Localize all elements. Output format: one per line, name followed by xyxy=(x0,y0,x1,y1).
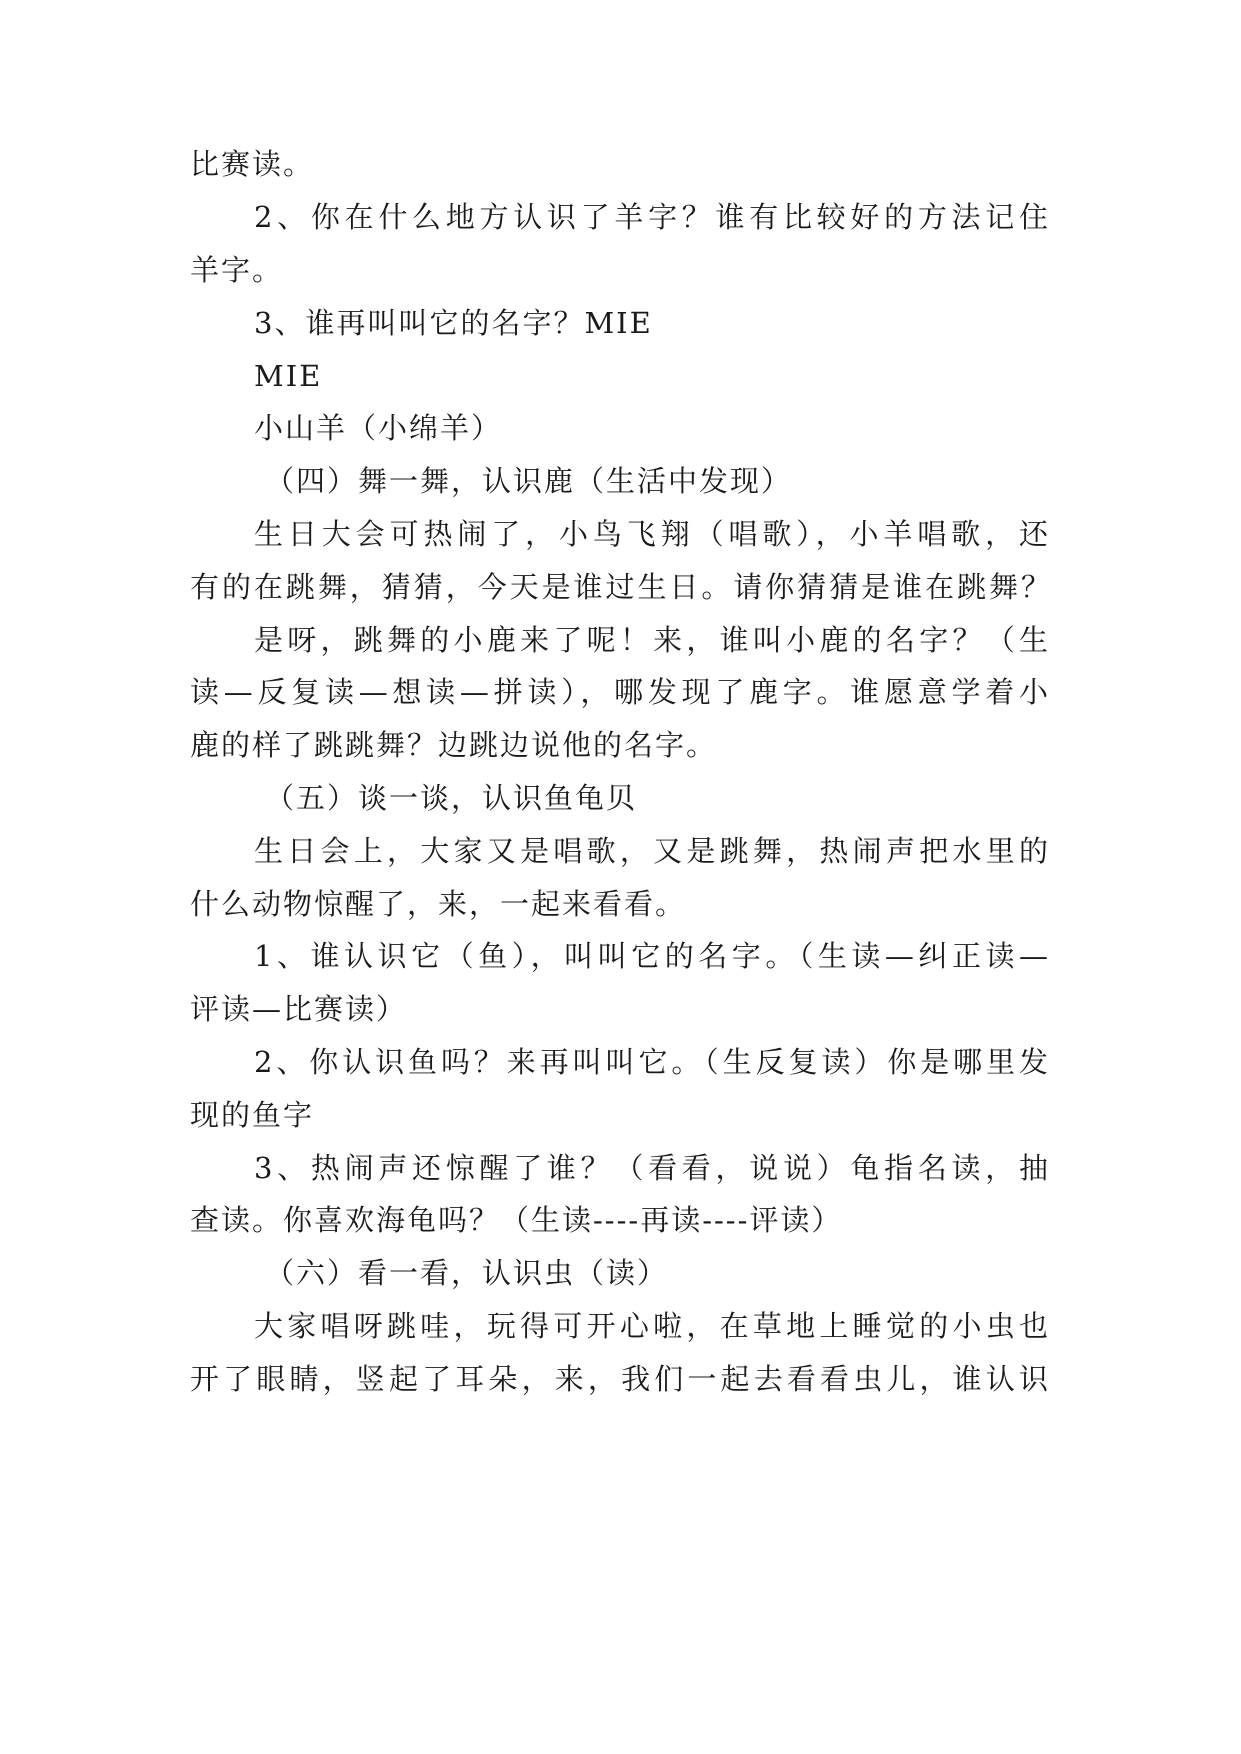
text-line-9: 有的在跳舞，猜猜，今天是谁过生日。请你猜猜是谁在跳舞？ xyxy=(190,570,1050,604)
text-line-3: 羊字。 xyxy=(190,253,284,287)
text-line-5: MIE xyxy=(254,359,323,393)
text-line-11: 读—反复读—想读—拼读），哪发现了鹿字。谁愿意学着小 xyxy=(190,675,1050,709)
text-line-6: 小山羊（小绵羊） xyxy=(254,411,503,445)
text-line-10: 是呀，跳舞的小鹿来了呢！来，谁叫小鹿的名字？（生 xyxy=(254,623,1050,657)
section-heading-5: （五）谈一谈，认识鱼龟贝 xyxy=(265,781,638,815)
section-heading-6: （六）看一看，认识虫（读） xyxy=(265,1256,669,1290)
text-line-24: 开了眼睛，竖起了耳朵，来，我们一起去看看虫儿，谁认识 xyxy=(190,1362,1050,1396)
text-line-1: 比赛读。 xyxy=(190,147,315,181)
text-line-8: 生日大会可热闹了，小鸟飞翔（唱歌），小羊唱歌，还 xyxy=(254,517,1050,551)
text-line-15: 什么动物惊醒了，来，一起来看看。 xyxy=(190,887,687,921)
text-line-21: 查读。你喜欢海龟吗？（生读----再读----评读） xyxy=(190,1203,843,1237)
section-heading-4: （四）舞一舞，认识鹿（生活中发现） xyxy=(265,464,793,498)
text-line-12: 鹿的样了跳跳舞？边跳边说他的名字。 xyxy=(190,728,718,762)
text-line-14: 生日会上，大家又是唱歌，又是跳舞，热闹声把水里的 xyxy=(254,834,1050,868)
text-line-17: 评读—比赛读） xyxy=(190,992,408,1026)
text-line-23: 大家唱呀跳哇，玩得可开心啦，在草地上睡觉的小虫也 xyxy=(254,1309,1050,1343)
text-line-4: 3、谁再叫叫它的名字？MIE xyxy=(254,306,653,340)
text-line-2: 2、你在什么地方认识了羊字？谁有比较好的方法记住 xyxy=(254,200,1050,234)
text-line-16: 1、谁认识它（鱼），叫叫它的名字。（生读—纠正读— xyxy=(254,939,1050,973)
text-line-18: 2、你认识鱼吗？来再叫叫它。（生反复读）你是哪里发 xyxy=(254,1045,1050,1079)
text-line-19: 现的鱼字 xyxy=(190,1098,315,1132)
text-line-20: 3、热闹声还惊醒了谁？（看看，说说）龟指名读，抽 xyxy=(254,1151,1050,1185)
